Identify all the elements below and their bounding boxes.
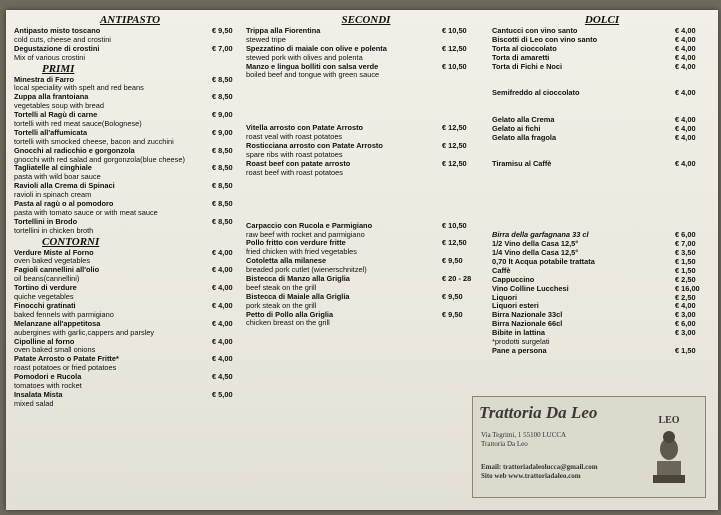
item-price: € 4,00: [212, 336, 233, 346]
item-desc: pasta with wild boar sauce: [14, 172, 101, 182]
item-desc: spare ribs with roast potatoes: [246, 150, 343, 160]
item-desc: stewed tripe: [246, 34, 286, 44]
logo-name: Trattoria Da Leo: [481, 440, 528, 448]
item-name: Gelato alla Crema: [492, 114, 555, 124]
item-price: € 12,50: [442, 238, 467, 248]
item-price: € 4,00: [675, 34, 696, 44]
section-title-secondi: SECONDI: [341, 14, 391, 26]
item-price: € 4,00: [675, 114, 696, 124]
item-price: € 10,50: [442, 220, 467, 230]
item-name: Zuppa alla frantoiana: [14, 92, 89, 102]
item-desc: tomatoes with rocket: [14, 380, 82, 390]
item-desc: oven baked small onions: [14, 345, 96, 355]
item-desc: gnocchi with red salad and gorgonzola(blue cheese): [14, 154, 185, 164]
section-title-contorni: CONTORNI: [42, 235, 100, 248]
item-price: € 4,00: [675, 61, 696, 71]
item-price: € 4,00: [212, 318, 233, 328]
item-price: € 10,50: [442, 26, 467, 35]
item-price: € 3,00: [675, 328, 696, 338]
menu-column-left: [14, 14, 246, 409]
item-name: Cotoletta alla milanese: [246, 256, 327, 266]
item-price: € 4,00: [212, 265, 233, 275]
item-name: Fagioli cannellini all'olio: [14, 265, 100, 275]
item-price: € 16,00: [675, 283, 700, 293]
item-name: Semifreddo al cioccolato: [492, 88, 580, 98]
item-price: € 4,00: [212, 300, 233, 310]
logo-title: Trattoria Da Leo: [479, 403, 598, 422]
menu-item: [492, 160, 712, 169]
item-price: € 8,50: [212, 181, 233, 191]
item-name: Minestra di Farro: [14, 74, 74, 84]
item-desc: mixed salad: [14, 398, 54, 408]
item-name: Trippa alla Fiorentina: [246, 26, 321, 35]
item-desc: tortelli with red meat sauce(Bolognese): [14, 119, 142, 129]
item-name: 0,70 lt Acqua potabile trattata: [492, 256, 595, 266]
section-title-dolci: DOLCI: [584, 14, 620, 26]
item-desc: roast veal with roast potatoes: [246, 132, 343, 142]
item-name: Ravioli alla Crema di Spinaci: [14, 181, 115, 191]
item-price: € 12,50: [442, 141, 467, 151]
item-desc: roast potatoes or fried potatoes: [14, 363, 117, 373]
item-price: € 1,50: [675, 265, 696, 275]
item-name: Pollo fritto con verdure fritte: [246, 238, 346, 248]
item-price: € 6,00: [675, 230, 696, 240]
item-desc: oil beans(cannellini): [14, 274, 80, 284]
logo-web: Sito web www.trattoriadaleo.com: [481, 472, 581, 480]
item-desc: tortellini in chicken broth: [14, 225, 94, 235]
item-price: € 4,00: [212, 247, 233, 257]
item-price: € 9,50: [212, 26, 233, 35]
item-price: € 4,00: [675, 43, 696, 53]
item-name: Biscotti di Leo con vino santo: [492, 34, 598, 44]
item-price: € 4,00: [212, 283, 233, 293]
item-name: Bistecca di Manzo alla Griglia: [246, 274, 350, 284]
item-name: Insalata Mista: [14, 389, 63, 399]
item-desc: fried chicken with fried vegetables: [246, 247, 357, 257]
item-desc: roast beef with roast potatoes: [246, 167, 343, 177]
item-name: Torta al cioccolato: [492, 43, 557, 53]
item-desc: aubergines with garlic,cappers and parsley: [14, 327, 155, 337]
item-name: Tortino di verdure: [14, 283, 77, 293]
item-price: € 8,50: [212, 216, 233, 226]
item-name: Pomodori e Rucola: [14, 372, 82, 382]
item-name: Degustazione di crostini: [14, 43, 100, 53]
item-price: € 9,50: [442, 309, 463, 319]
item-price: € 12,50: [442, 43, 467, 53]
item-price: € 8,50: [212, 92, 233, 102]
item-name: Spezzatino di maiale con olive e polenta: [246, 43, 387, 53]
drink-item: [492, 347, 712, 356]
restaurant-logo-box: [472, 396, 706, 498]
item-price: € 9,50: [442, 291, 463, 301]
item-price: € 9,00: [212, 110, 233, 120]
item-name: Liquori: [492, 292, 518, 302]
item-price: € 9,00: [212, 127, 233, 137]
item-name: Bibite in lattina: [492, 328, 545, 338]
item-price: € 4,00: [675, 301, 696, 311]
item-price: € 4,50: [212, 372, 233, 382]
item-price: € 1,50: [675, 345, 696, 355]
item-price: € 6,00: [675, 319, 696, 329]
item-name: Roast beef con patate arrosto: [246, 158, 351, 168]
item-desc: beef steak on the grill: [246, 282, 317, 292]
logo-address: Via Tegrimi, 1 55100 LUCCA: [481, 431, 567, 439]
item-name: *prodotti surgelati: [492, 336, 550, 346]
item-price: € 2,50: [675, 274, 696, 284]
item-name: Birra Nazionale 33cl: [492, 310, 563, 320]
lion-emblem-icon: [639, 411, 699, 491]
item-desc: chicken breast on the grill: [246, 318, 330, 328]
item-name: Gelato ai fichi: [492, 123, 541, 133]
item-price: € 1,50: [675, 256, 696, 266]
item-desc: cold cuts, cheese and crostini: [14, 34, 111, 44]
menu-column-middle: [246, 14, 486, 328]
item-price: € 4,00: [675, 159, 696, 169]
item-name: Tortellini in Brodo: [14, 216, 78, 226]
item-price: € 7,00: [675, 239, 696, 249]
item-desc: baked fennels with parmigiano: [14, 309, 114, 319]
item-desc: tortelli with smocked cheese, bacon and zucchini: [14, 136, 174, 146]
item-price: € 4,00: [675, 26, 696, 35]
item-price: € 4,00: [675, 123, 696, 133]
item-name: Verdure Miste al Forno: [14, 247, 94, 257]
item-desc: vegetables soup with bread: [14, 101, 104, 111]
item-price: € 4,00: [675, 52, 696, 62]
menu-item: [492, 89, 712, 98]
item-price: € 20 - 28: [442, 274, 472, 284]
item-name: Gelato alla fragola: [492, 132, 557, 142]
menu-paper: [6, 10, 718, 510]
item-price: € 12,50: [442, 158, 467, 168]
item-price: € 8,50: [212, 74, 233, 84]
item-name: 1/2 Vino della Casa 12,5°: [492, 239, 579, 249]
item-name: Carpaccio con Rucola e Parmigiano: [246, 220, 373, 230]
item-desc: stewed pork with olives and polenta: [246, 52, 363, 62]
item-desc: local speciality with spelt and red beans: [14, 83, 144, 93]
item-desc: raw beef with rocket and parmigiano: [246, 229, 365, 239]
menu-item: [492, 134, 712, 143]
item-price: € 4,00: [212, 354, 233, 364]
item-price: € 8,50: [212, 199, 233, 209]
item-price: € 4,00: [675, 88, 696, 98]
item-name: Gnocchi al radicchio e gorgonzola: [14, 145, 135, 155]
menu-item: [492, 63, 712, 72]
item-name: Caffè: [492, 265, 511, 275]
item-name: Birra della garfagnana 33 cl: [492, 230, 589, 240]
item-desc: oven baked vegetables: [14, 256, 91, 266]
item-name: Torta di amaretti: [492, 52, 550, 62]
item-name: Manzo e lingua bolliti con salsa verde: [246, 61, 379, 71]
item-name: Cipolline al forno: [14, 336, 75, 346]
section-title-antipasto: ANTIPASTO: [99, 14, 161, 26]
item-desc: ravioli in spinach cream: [14, 190, 92, 200]
item-price: € 3,00: [675, 310, 696, 320]
item-name: Tortelli al Ragù di carne: [14, 110, 98, 120]
item-name: Pasta al ragù o al pomodoro: [14, 199, 114, 209]
item-name: Rosticciana arrosto con Patate Arrosto: [246, 141, 383, 151]
item-desc: boiled beef and tongue with green sauce: [246, 70, 380, 80]
logo-email: Email: trattoriadaleolucca@gmail.com: [481, 463, 598, 471]
item-name: Vitella arrosto con Patate Arrosto: [246, 123, 364, 133]
item-price: € 8,50: [212, 145, 233, 155]
item-price: € 4,00: [675, 132, 696, 142]
item-name: Tortelli all'affumicata: [14, 127, 88, 137]
item-name: Birra Nazionale 66cl: [492, 319, 563, 329]
item-desc: breaded pork cutlet (wienerschnitzel): [246, 265, 367, 275]
item-price: € 9,50: [442, 256, 463, 266]
item-name: Patate Arrosto o Patate Fritte*: [14, 354, 119, 364]
item-name: Bistecca di Maiale alla Griglia: [246, 291, 350, 301]
item-name: Pane a persona: [492, 345, 547, 355]
item-name: Melanzane all'appetitosa: [14, 318, 101, 328]
item-name: Petto di Pollo alla Griglia: [246, 309, 334, 319]
section-title-primi: PRIMI: [42, 62, 75, 75]
item-price: € 2,50: [675, 292, 696, 302]
item-name: Cappuccino: [492, 274, 535, 284]
item-name: Liquori esteri: [492, 301, 539, 311]
item-name: 1/4 Vino della Casa 12,5°: [492, 248, 579, 258]
item-desc: quiche vegetables: [14, 292, 74, 302]
item-price: € 10,50: [442, 61, 467, 71]
item-price: € 3,50: [675, 248, 696, 258]
item-desc: Mix of various crostini: [14, 52, 86, 62]
item-name: Tagliatelle al cinghiale: [14, 163, 92, 173]
item-price: € 12,50: [442, 123, 467, 133]
item-name: Tiramisu al Caffè: [492, 159, 552, 169]
item-name: Finocchi gratinati: [14, 300, 76, 310]
item-price: € 8,50: [212, 163, 233, 173]
item-name: Vino Colline Lucchesi: [492, 283, 569, 293]
item-name: Antipasto misto toscano: [14, 26, 101, 35]
item-price: € 5,00: [212, 389, 233, 399]
logo-brand: LEO: [658, 415, 680, 426]
item-name: Torta di Fichi e Noci: [492, 61, 563, 71]
item-name: Cantucci con vino santo: [492, 26, 578, 35]
menu-column-right: [492, 14, 712, 356]
item-desc: pasta with tomato sauce or with meat sauce: [14, 207, 158, 217]
item-price: € 7,00: [212, 43, 233, 53]
item-desc: pork steak on the grill: [246, 300, 317, 310]
